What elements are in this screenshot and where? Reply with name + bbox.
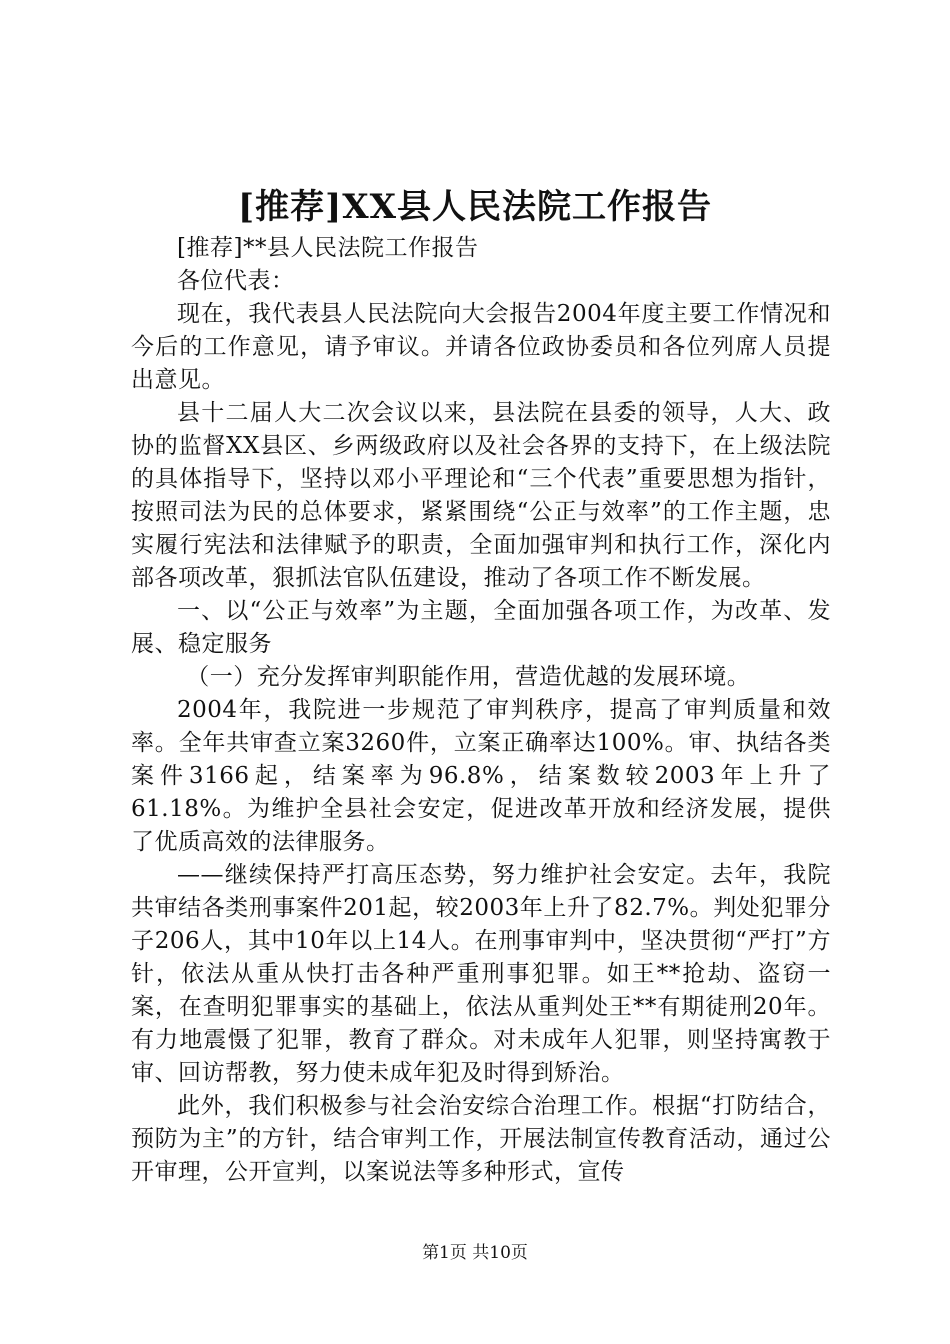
subsection-heading: （一）充分发挥审判职能作用，营造优越的发展环境。 xyxy=(186,664,751,690)
section-heading: 一、以“公正与效率”为主题，全面加强各项工作，为改革、发展、稳定服务 xyxy=(131,598,831,657)
paragraph-salutation: 各位代表： xyxy=(177,268,295,294)
paragraph-subtitle: [推荐]**县人民法院工作报告 xyxy=(177,235,479,261)
paragraph: 此外，我们积极参与社会治安综合治理工作。根据“打防结合，预防为主”的方针，结合审判工作，开展法制宣传教育活动，通过公开审理，公开宣判，以案说法等多种形式，宣传 xyxy=(131,1093,831,1185)
paragraph: 县十二届人大二次会议以来，县法院在县委的领导，人大、政协的监督XX县区、乡两级政府以及社会各界的支持下，在上级法院的具体指导下，坚持以邓小平理论和“三个代表”重要思想为指针，按照司法为民的总体要求，紧紧围绕“公正与效率”的工作主题，忠实履行宪法和法律赋予的职责，全面加强审判和执行工作，深化内部各项改革，狠抓法官队伍建设，推动了各项工作不断发展。 xyxy=(131,400,831,591)
paragraph: 2004年，我院进一步规范了审判秩序，提高了审判质量和效率。全年共审查立案3260件，立案正确率达100%。审、执结各类案件3166起，结案率为96.8%，结案数较2003年上升了61.18%。为维护全县社会安定，促进改革开放和经济发展，提供了优质高效的法律服务。 xyxy=(131,697,831,855)
paragraph: ——继续保持严打高压态势，努力维护社会安定。去年，我院共审结各类刑事案件201起，较2003年上升了82.7%。判处犯罪分子206人，其中10年以上14人。在刑事审判中，坚决贯彻“严打”方针，依法从重从快打击各种严重刑事犯罪。如王**抢劫、盗窃一案，在查明犯罪事实的基础上，依法从重判处王**有期徒刑20年。有力地震慑了犯罪，教育了群众。对未成年人犯罪，则坚持寓教于审、回访帮教，努力使未成年犯及时得到矫治。 xyxy=(131,862,831,1086)
page-footer: 第1页 共10页 xyxy=(422,1243,528,1263)
document-title: [推荐]XX县人民法院工作报告 xyxy=(238,187,712,227)
document-body xyxy=(131,232,831,1189)
paragraph: 现在，我代表县人民法院向大会报告2004年度主要工作情况和今后的工作意见，请予审议。并请各位政协委员和各位列席人员提出意见。 xyxy=(131,301,831,393)
